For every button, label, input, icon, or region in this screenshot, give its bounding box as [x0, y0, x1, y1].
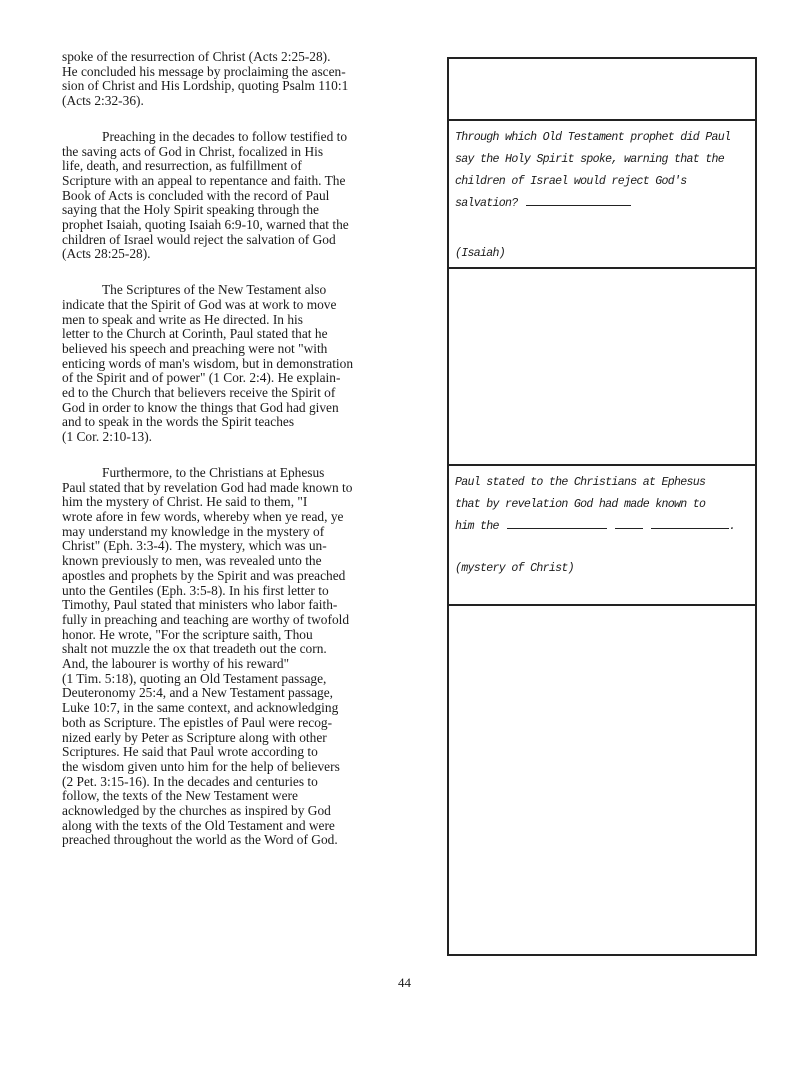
question-line: say the Holy Spirit spoke, warning that the: [455, 153, 725, 166]
text-line: both as Scripture. The epistles of Paul were recog-: [62, 714, 333, 730]
text-line: follow, the texts of the New Testament were: [62, 788, 298, 804]
text-line: him the mystery of Christ. He said to them, "I: [62, 494, 308, 510]
answer-text: (Isaiah): [455, 247, 506, 260]
question-box-ephesus: [447, 466, 757, 606]
text-line: prophet Isaiah, quoting Isaiah 6:9-10, warned that the: [62, 217, 349, 233]
paragraph: [62, 50, 442, 109]
empty-box-1: [447, 57, 757, 121]
text-line: acknowledged by the churches as inspired by God: [62, 803, 331, 819]
answer-text: (mystery of Christ): [455, 562, 574, 575]
text-line: He concluded his message by proclaiming the ascen-: [62, 63, 346, 79]
text-line: ed to the Church that believers receive the Spirit of: [62, 385, 336, 401]
text-line: and to speak in the words the Spirit teaches: [62, 414, 295, 430]
text-line: along with the texts of the Old Testament and were: [62, 817, 335, 833]
answer-blank[interactable]: [526, 195, 631, 206]
answer-blank[interactable]: [651, 518, 729, 529]
text-line: life, death, and resurrection, as fulfillment of: [62, 158, 302, 174]
text-line: unto the Gentiles (Eph. 3:5-8). In his first letter to: [62, 582, 329, 598]
text-line: letter to the Church at Corinth, Paul stated that he: [62, 326, 328, 342]
question-line: salvation?: [455, 197, 518, 210]
text-line: Scripture with an appeal to repentance and faith. The: [62, 172, 346, 188]
question-box-isaiah: [447, 121, 757, 269]
text-line: Luke 10:7, in the same context, and acknowledging: [62, 700, 339, 716]
text-line: saying that the Holy Spirit speaking through the: [62, 202, 319, 218]
text-line: enticing words of man's wisdom, but in demonstration: [62, 355, 354, 371]
question-line: Paul stated to the Christians at Ephesus: [455, 476, 706, 489]
question-text: [449, 121, 755, 221]
question-line: that by revelation God had made known to: [455, 498, 706, 511]
text-line: the wisdom given unto him for the help of believers: [62, 758, 340, 774]
question-line: him the: [455, 520, 499, 533]
text-line: spoke of the resurrection of Christ (Acts 2:25-28).: [62, 49, 331, 64]
punctuation: .: [728, 520, 736, 533]
paragraph: [62, 283, 442, 445]
question-line: Through which Old Testament prophet did Paul: [455, 131, 731, 144]
text-line: God in order to know the things that God had given: [62, 399, 339, 415]
question-text: [449, 466, 755, 544]
paragraph: [62, 130, 442, 262]
text-line: fully in preaching and teaching are worthy of twofold: [62, 611, 350, 627]
answer-blank[interactable]: [507, 518, 607, 529]
text-line: known previously to men, was revealed unto the: [62, 553, 322, 569]
text-line: of the Spirit and of power" (1 Cor. 2:4). He explain-: [62, 370, 341, 386]
text-line: the saving acts of God in Christ, focalized in His: [62, 143, 324, 159]
text-line: Book of Acts is concluded with the record of Paul: [62, 187, 330, 203]
empty-box-3: [447, 606, 757, 956]
text-line: children of Israel would reject the salvation of God: [62, 231, 336, 247]
paragraph: [62, 466, 442, 848]
text-line: preached throughout the world as the Word of God.: [62, 832, 338, 848]
text-line: may understand my knowledge in the mystery of: [62, 523, 325, 539]
text-line: Christ" (Eph. 3:3-4). The mystery, which was un-: [62, 538, 327, 554]
text-line: (1 Cor. 2:10-13).: [62, 429, 153, 445]
text-line: (Acts 28:25-28).: [62, 246, 151, 262]
text-line: indicate that the Spirit of God was at work to move: [62, 296, 337, 312]
answer-blank[interactable]: [615, 518, 643, 529]
text-line: The Scriptures of the New Testament also: [102, 282, 327, 298]
question-line: children of Israel would reject God's: [455, 175, 687, 188]
text-line: honor. He wrote, "For the scripture saith, Thou: [62, 626, 313, 642]
text-line: And, the labourer is worthy of his reward": [62, 656, 290, 672]
page-number: 44: [398, 975, 411, 990]
text-line: believed his speech and preaching were not "with: [62, 340, 328, 356]
text-line: sion of Christ and His Lordship, quoting Psalm 110:1: [62, 78, 349, 94]
text-line: (1 Tim. 5:18), quoting an Old Testament passage,: [62, 670, 327, 686]
text-line: Scriptures. He said that Paul wrote according to: [62, 744, 318, 760]
body-text: [62, 50, 442, 869]
text-line: shalt not muzzle the ox that treadeth out the corn.: [62, 641, 327, 657]
text-line: Paul stated that by revelation God had made known to: [62, 479, 353, 495]
text-line: (Acts 2:32-36).: [62, 93, 144, 109]
text-line: Timothy, Paul stated that ministers who labor faith-: [62, 597, 338, 613]
text-line: Furthermore, to the Christians at Ephesus: [102, 464, 325, 480]
text-line: men to speak and write as He directed. In his: [62, 311, 303, 327]
empty-box-2: [447, 269, 757, 466]
text-line: Deuteronomy 25:4, and a New Testament passage,: [62, 685, 334, 701]
text-line: wrote afore in few words, whereby when ye read, ye: [62, 508, 344, 524]
text-line: (2 Pet. 3:15-16). In the decades and centuries to: [62, 773, 318, 789]
text-line: Preaching in the decades to follow testified to: [102, 128, 348, 144]
text-line: nized early by Peter as Scripture along with other: [62, 729, 327, 745]
text-line: apostles and prophets by the Spirit and was preached: [62, 567, 346, 583]
